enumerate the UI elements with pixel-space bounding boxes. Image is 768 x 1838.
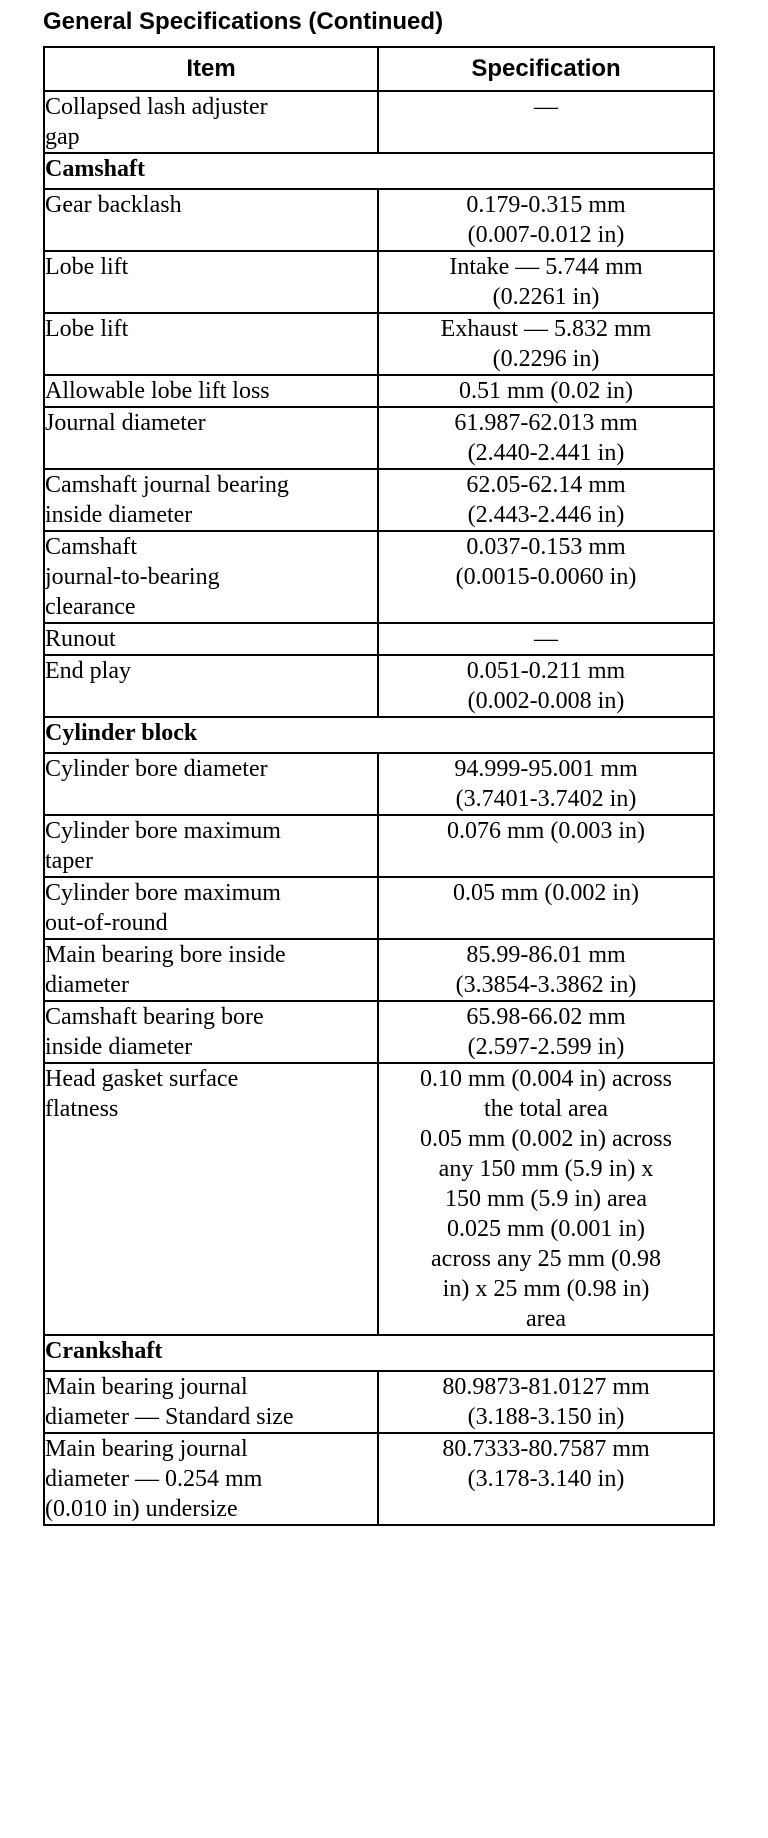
specification-cell [378, 251, 714, 313]
specification-text: 0.051-0.211 mm (0.002-0.008 in) [466, 658, 626, 714]
table-row [44, 753, 714, 815]
item-text: Collapsed lash adjuster gap [45, 94, 268, 150]
specification-text: Exhaust — 5.832 mm (0.2296 in) [440, 316, 652, 372]
item-cell [44, 189, 378, 251]
item-text: Cylinder bore maximum taper [45, 818, 281, 874]
item-text: Cylinder bore diameter [45, 756, 268, 782]
specification-cell [378, 91, 714, 153]
specification-cell [378, 623, 714, 655]
item-cell [44, 469, 378, 531]
specification-text: 85.99-86.01 mm (3.3854-3.3862 in) [455, 942, 637, 998]
item-cell [44, 1371, 378, 1433]
specification-text: 65.98-66.02 mm (2.597-2.599 in) [466, 1004, 626, 1060]
section-header-row [44, 1335, 714, 1371]
item-text: Gear backlash [45, 192, 182, 218]
specification-text: Intake — 5.744 mm (0.2261 in) [449, 254, 643, 310]
item-text: Lobe lift [45, 254, 129, 280]
specification-text: 0.076 mm (0.003 in) [447, 818, 645, 844]
item-text: Head gasket surface flatness [45, 1066, 239, 1122]
item-cell [44, 815, 378, 877]
table-header-row [44, 47, 714, 91]
item-text: Camshaft journal bearing inside diameter [45, 472, 289, 528]
specification-text: 0.51 mm (0.02 in) [459, 378, 633, 404]
specification-text: 0.10 mm (0.004 in) across the total area 0.05 mm (0.002 in) across any 150 mm (5.9 in) x 150 mm (5.9 in) area 0.025 mm (0.001 in) across any 25 mm (0.98 in) x 25 mm (0.98 in) area [420, 1066, 672, 1332]
section-label: Cylinder block [44, 717, 714, 753]
item-text: Main bearing bore inside diameter [45, 942, 286, 998]
table-row [44, 815, 714, 877]
specification-text: 0.037-0.153 mm (0.0015-0.0060 in) [455, 534, 637, 590]
item-text: Runout [45, 626, 116, 652]
specification-text: — [534, 94, 558, 120]
section-label: Crankshaft [44, 1335, 714, 1371]
item-text: Lobe lift [45, 316, 129, 342]
specification-cell [378, 407, 714, 469]
specification-cell [378, 1001, 714, 1063]
specifications-table [43, 46, 715, 1526]
table-row [44, 1063, 714, 1335]
table-body [44, 91, 714, 1525]
column-header-specification: Specification [378, 47, 714, 91]
item-text: End play [45, 658, 131, 684]
item-cell [44, 251, 378, 313]
item-cell [44, 91, 378, 153]
table-row [44, 407, 714, 469]
item-text: Main bearing journal diameter — 0.254 mm (0.010 in) undersize [45, 1436, 263, 1522]
table-row [44, 375, 714, 407]
specification-cell [378, 375, 714, 407]
item-text: Journal diameter [45, 410, 206, 436]
specification-cell [378, 1371, 714, 1433]
page-title: General Specifications (Continued) [43, 8, 444, 35]
specification-text: 80.7333-80.7587 mm (3.178-3.140 in) [442, 1436, 650, 1492]
item-cell [44, 1433, 378, 1525]
table-row [44, 531, 714, 623]
table-row [44, 655, 714, 717]
item-cell [44, 655, 378, 717]
document-page [43, 0, 713, 1526]
section-header-row [44, 153, 714, 189]
item-text: Camshaft bearing bore inside diameter [45, 1004, 264, 1060]
item-cell [44, 939, 378, 1001]
item-cell [44, 531, 378, 623]
item-text: Main bearing journal diameter — Standard size [45, 1374, 294, 1430]
table-row [44, 623, 714, 655]
specification-cell [378, 815, 714, 877]
specification-text: 80.9873-81.0127 mm (3.188-3.150 in) [442, 1374, 650, 1430]
specification-cell [378, 939, 714, 1001]
specification-cell [378, 313, 714, 375]
specification-cell [378, 1433, 714, 1525]
table-row [44, 877, 714, 939]
specification-text: — [534, 626, 558, 652]
item-text: Camshaft journal-to-bearing clearance [45, 534, 220, 620]
item-cell [44, 623, 378, 655]
item-text: Cylinder bore maximum out-of-round [45, 880, 281, 936]
table-row [44, 1433, 714, 1525]
table-row [44, 313, 714, 375]
specification-text: 61.987-62.013 mm (2.440-2.441 in) [454, 410, 638, 466]
specification-cell [378, 655, 714, 717]
specification-cell [378, 753, 714, 815]
table-row [44, 469, 714, 531]
specification-cell [378, 877, 714, 939]
item-cell [44, 313, 378, 375]
item-cell [44, 753, 378, 815]
item-text: Allowable lobe lift loss [45, 378, 270, 404]
specification-cell [378, 531, 714, 623]
section-header-row [44, 717, 714, 753]
specification-text: 94.999-95.001 mm (3.7401-3.7402 in) [454, 756, 638, 812]
item-cell [44, 1063, 378, 1335]
item-cell [44, 375, 378, 407]
specification-text: 62.05-62.14 mm (2.443-2.446 in) [466, 472, 626, 528]
section-label: Camshaft [44, 153, 714, 189]
specification-text: 0.179-0.315 mm (0.007-0.012 in) [466, 192, 626, 248]
table-row [44, 1371, 714, 1433]
item-cell [44, 877, 378, 939]
table-row [44, 189, 714, 251]
item-cell [44, 1001, 378, 1063]
table-row [44, 939, 714, 1001]
specification-cell [378, 469, 714, 531]
specification-cell [378, 1063, 714, 1335]
specification-cell [378, 189, 714, 251]
table-row [44, 91, 714, 153]
table-row [44, 251, 714, 313]
table-row [44, 1001, 714, 1063]
specification-text: 0.05 mm (0.002 in) [453, 880, 639, 906]
column-header-item: Item [44, 47, 378, 91]
item-cell [44, 407, 378, 469]
